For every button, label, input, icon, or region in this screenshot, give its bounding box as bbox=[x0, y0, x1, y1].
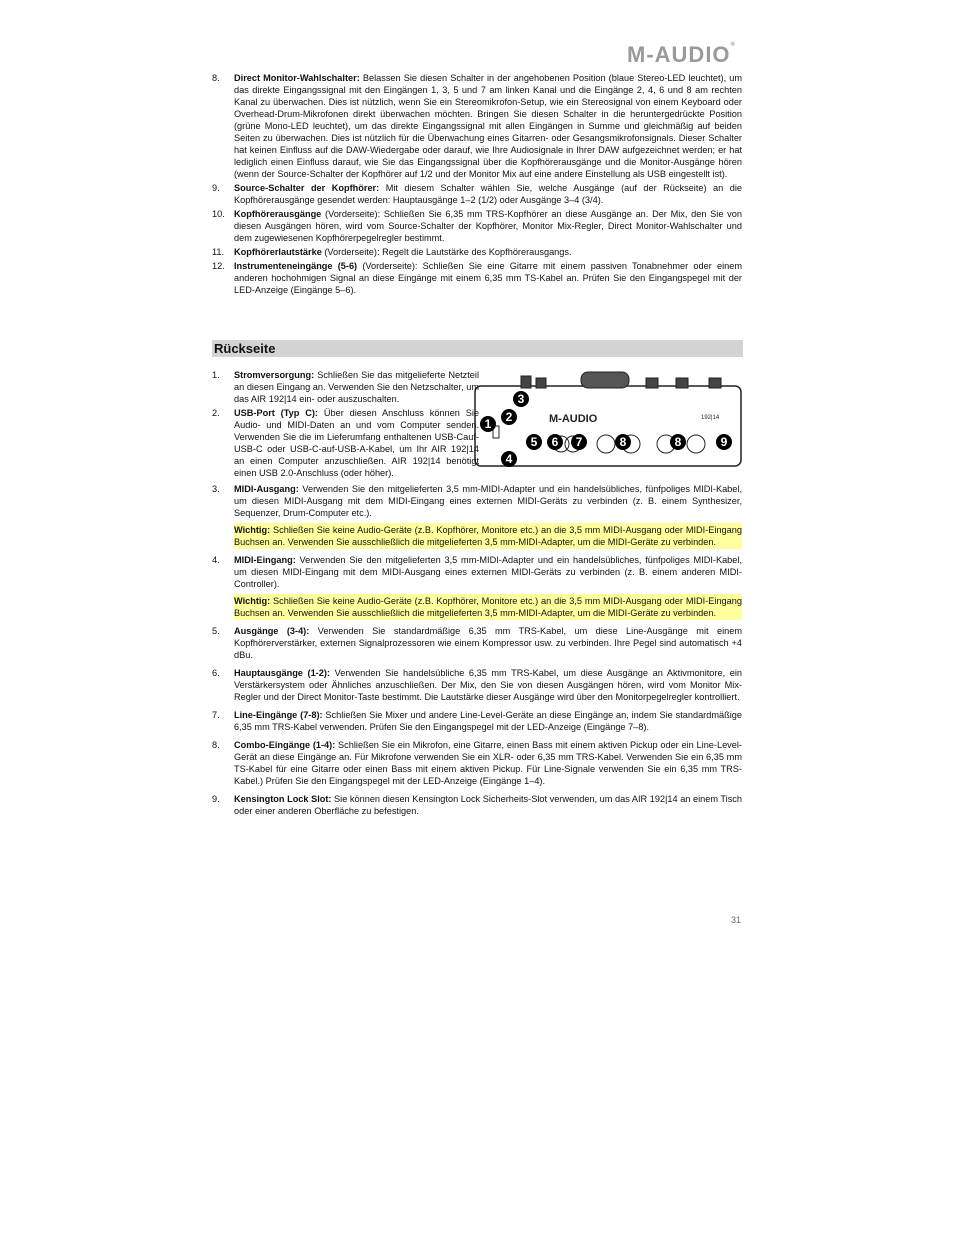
callout-8a: 8 bbox=[619, 435, 627, 449]
callout-5: 5 bbox=[530, 435, 538, 449]
list-item: 10. Kopfhörerausgänge (Vorderseite): Schließen Sie 6,35 mm TRS-Kopfhörer an diese Ausgänge an. Der Mix, den Sie von diesen Ausgängen hören, wird vom Source-Schalter der Kopfhörer, Monitor Mix-Regler, Direct Monitor-Wahlschalter und dem zugewiesenen Kopfhörerpegelregler bestimmt. bbox=[212, 209, 742, 243]
callout-8b: 8 bbox=[674, 435, 682, 449]
list-item: 1. Stromversorgung: Schließen Sie das mitgelieferte Netzteil an diesen Eingang an. Verwenden Sie den Netzschalter, um das AIR 192|14 ein- oder auszuschalten. bbox=[212, 370, 479, 404]
list-item: 6. Hauptausgänge (1-2): Verwenden Sie handelsübliche 6,35 mm TRS-Kabel, um diese Ausgänge an Aktivmonitore, ein Verstärkersystem oder Ähnliches anzuschließen. Der Mix, den Sie von diesen Ausgängen hören, wird vom Monitor Mix-Regler und der Direct Monitor-Taste bestimmt. Die Lautstärke dieser Ausgänge wird über den Monitorpegelregler kontrolliert. bbox=[212, 668, 742, 702]
list-item: 7. Line-Eingänge (7-8): Schließen Sie Mixer und andere Line-Level-Geräte an diese Eingänge an, indem Sie standardmäßige 6,35 mm TRS-Kabel verwenden. Prüfen Sie den Eingangspegel mit der LED-Anzeige (Eingänge 7–8). bbox=[212, 710, 742, 732]
list-item: 9. Kensington Lock Slot: Sie können diesen Kensington Lock Sicherheits-Slot verwenden, um das AIR 192|14 an einem Tisch oder einer anderen Oberfläche zu befestigen. bbox=[212, 794, 742, 816]
callout-4: 4 bbox=[505, 452, 513, 466]
diagram-brand: M-AUDIO bbox=[549, 413, 598, 425]
warning-box: Wichtig: Schließen Sie keine Audio-Geräte (z.B. Kopfhörer, Monitore etc.) an die 3,5 mm MIDI-Ausgang oder MIDI-Eingang Buchsen an. Verwenden Sie ausschließlich die mitgelieferten 3,5 mm-MIDI-Adapter, um die MIDI-Geräte zu verbinden. bbox=[234, 596, 742, 618]
list-item: 4. MIDI-Eingang: Verwenden Sie den mitgelieferten 3,5 mm-MIDI-Adapter und ein handelsübliches, fünfpoliges MIDI-Kabel, um diesen MIDI-Eingang mit dem MIDI-Ausgang eines externen MIDI-Geräts zu verbinden (z. B. einem anderen MIDI-Controller). bbox=[212, 555, 742, 589]
front-panel-list bbox=[212, 72, 742, 298]
callout-2: 2 bbox=[505, 410, 513, 424]
list-item: 8. Combo-Eingänge (1-4): Schließen Sie ein Mikrofon, eine Gitarre, einen Bass mit einem aktiven Pickup oder ein Line-Level-Gerät an diese Eingänge an. Für Mikrofone verwenden Sie ein XLR- oder 6,35 mm TRS-Kabel. Verwenden Sie ein 6,35 mm TS-Kabel für eine Gitarre oder einen Bass mit einem aktiven Pickup. Für Line-Signale verwenden Sie ein 6,35 mm TRS-Kabel.) Prüfen Sie den Eingangspegel mit der LED-Anzeige (Eingänge 1–4). bbox=[212, 740, 742, 786]
callout-9: 9 bbox=[720, 435, 728, 449]
list-item: 12. Instrumenteneingänge (5-6) (Vorderseite): Schließen Sie eine Gitarre mit einem passiven Tonabnehmer oder einem anderen hochohmigen Signal an diese Eingänge mit einem 6,35 mm TS-Kabel an. Prüfen Sie den Eingangspegel mit der LED-Anzeige (Eingänge 5–6). bbox=[212, 261, 742, 295]
warning-box: Wichtig: Schließen Sie keine Audio-Geräte (z.B. Kopfhörer, Monitore etc.) an die 3,5 mm MIDI-Ausgang oder MIDI-Eingang Buchsen an. Verwenden Sie ausschließlich die mitgelieferten 3,5 mm-MIDI-Adapter, um die MIDI-Geräte zu verbinden. bbox=[234, 525, 742, 547]
m-audio-logo: M-AUDIO® bbox=[627, 42, 736, 67]
section-heading-rueckseite: Rückseite bbox=[212, 340, 743, 357]
callout-7: 7 bbox=[575, 435, 583, 449]
list-item: 5. Ausgänge (3-4): Verwenden Sie standardmäßige 6,35 mm TRS-Kabel, um diese Line-Ausgänge mit einem Kopfhörerverstärker, externen Signalprozessoren wie einem Kompressor usw. zu verbinden. Ihre Pegel sind automatisch +4 dBu. bbox=[212, 626, 742, 660]
list-item: 8. Direct Monitor-Wahlschalter: Belassen Sie diesen Schalter in der angehobenen Position (blaue Stereo-LED leuchtet), um das direkte Eingangssignal mit den Eingängen 1, 3, 5 und 7 am linken Kanal und die Eingänge 2, 4, 6 und 8 am rechten Kanal zu überwachen. Dies ist nützlich, wenn Sie ein Stereomikrofon-Setup, wie ein Stereosignal von einem Keyboard oder Overhead-Drum-Mikrofonen direkt überwachen möchten. Bringen Sie diesen Schalter in die heruntergedrückte Position (grüne Mono-LED leuchtet), um das direkte Eingangssignal mit allen Eingängen in Summe und gleichmäßig auf beiden Seiten zu überwachen. Dies ist nützlich für die Überwachung eines Gitarren- oder Gesangsmikrofonsignals. Dieser Schalter hat keinen Einfluss auf die DAW-Wiedergabe oder darauf, wie Ihre Audiosignale in Ihrer DAW aufgezeichnet werden; er hat lediglich einen Einfluss darauf, wie Sie das Eingangssignal über die Kopfhörerausgänge und die Monitor-Ausgänge hören (wenn der Source-Schalter der Kopfhörer auf 1/2 und der Monitor Mix auf eine andere Einstellung als USB eingestellt ist). bbox=[212, 73, 742, 179]
rear-panel-list bbox=[212, 369, 742, 819]
list-item: 9. Source-Schalter der Kopfhörer: Mit diesem Schalter wählen Sie, welche Ausgänge (auf der Rückseite) an die Kopfhörerausgänge gesendet werden: Hauptausgänge 1–2 (1/2) oder Ausgänge 3–4 (3/4). bbox=[212, 183, 743, 205]
callout-6: 6 bbox=[551, 435, 559, 449]
page-number: 31 bbox=[731, 915, 742, 925]
list-item: 11. Kopfhörerlautstärke (Vorderseite): Regelt die Lautstärke des Kopfhörerausgangs. bbox=[212, 247, 572, 257]
diagram-model: 192|14 bbox=[701, 415, 720, 421]
list-item: 3. MIDI-Ausgang: Verwenden Sie den mitgelieferten 3,5 mm-MIDI-Adapter und ein handelsübliches, fünfpoliges MIDI-Kabel, um diesen MIDI-Ausgang mit dem MIDI-Eingang eines externen MIDI-Geräts zu verbinden (z. B. einem Synthesizer, Sequenzer, Drum-Computer etc.). bbox=[212, 484, 742, 518]
list-item: 2. USB-Port (Typ C): Über diesen Anschluss können Sie Audio- und MIDI-Daten an und vom Computer senden. Verwenden Sie die im Lieferumfang enthaltenen USB-Cauf-USB-C oder USB-C-auf-USB-A-Kabel, um Ihr AIR 192|14 an einen Computer anzuschließen. AIR 192|14 benötigt einen USB 2.0-Anschluss (oder höher). bbox=[212, 408, 479, 478]
callout-1: 1 bbox=[484, 417, 492, 431]
callout-3: 3 bbox=[517, 392, 525, 406]
